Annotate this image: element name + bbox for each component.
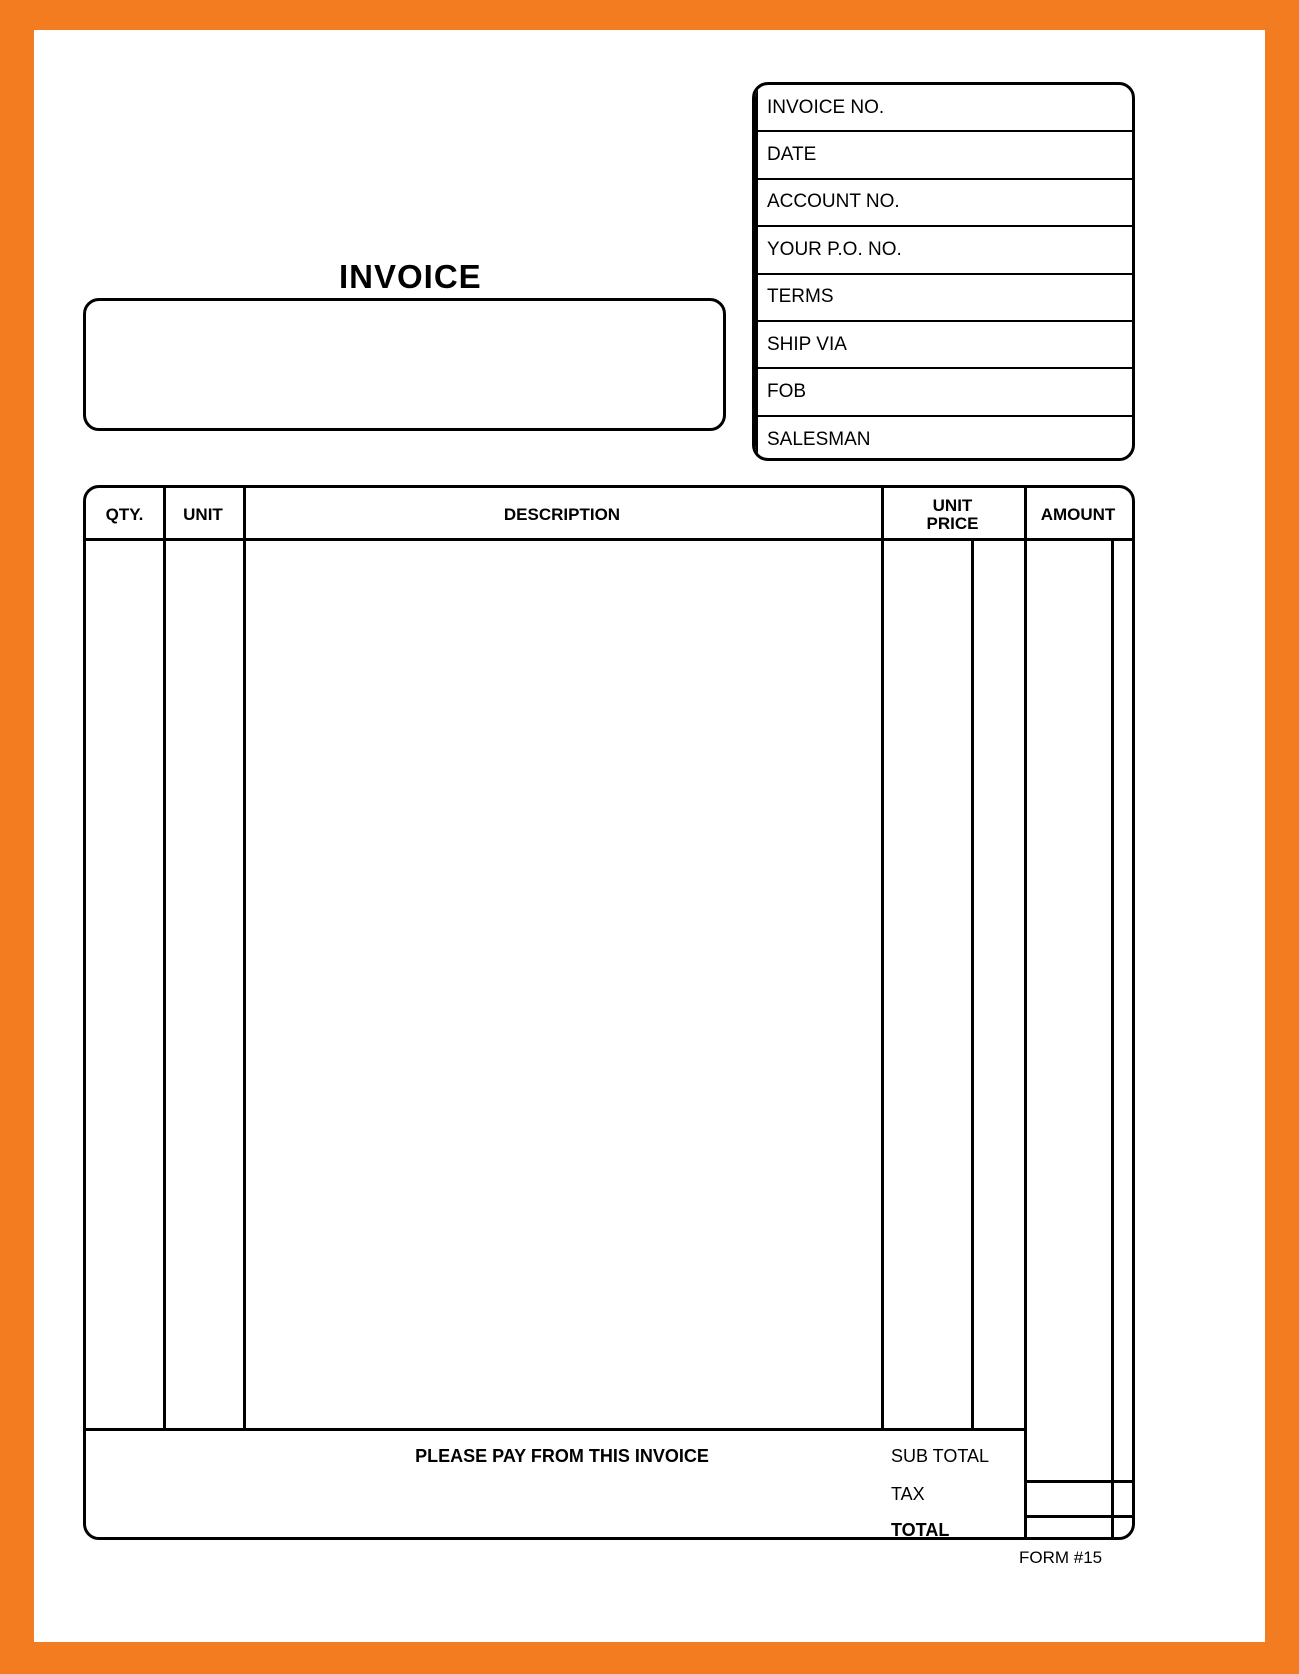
rule-body-totals	[86, 1428, 1024, 1431]
rule-qty-unit	[163, 488, 166, 1428]
meta-row-ship-via[interactable]	[755, 322, 1132, 369]
meta-label-account-no: ACCOUNT NO.	[767, 191, 900, 213]
rule-amount-cents	[1111, 541, 1114, 1537]
invoice-meta-table	[752, 82, 1135, 461]
tax-value-cell[interactable]	[1027, 1483, 1131, 1513]
column-header-amount: AMOUNT	[1040, 504, 1116, 524]
rule-description-unitprice	[881, 488, 884, 1428]
meta-label-your-po-no: YOUR P.O. NO.	[767, 238, 902, 260]
meta-label-salesman: SALESMAN	[767, 429, 871, 451]
meta-label-date: DATE	[767, 144, 817, 166]
meta-row-terms[interactable]	[755, 275, 1132, 322]
tax-label: TAX	[891, 1484, 925, 1504]
line-items-table	[83, 485, 1135, 1540]
form-number: FORM #15	[1019, 1548, 1103, 1567]
meta-row-account-no[interactable]	[755, 180, 1132, 227]
column-header-unit-price-line2: PRICE	[926, 513, 979, 533]
meta-row-salesman[interactable]	[755, 417, 1132, 461]
sub-total-label: SUB TOTAL	[891, 1446, 990, 1466]
meta-label-terms: TERMS	[767, 286, 834, 308]
column-header-unit: UNIT	[183, 504, 223, 524]
bill-to-field[interactable]	[83, 298, 726, 431]
meta-label-fob: FOB	[767, 381, 807, 403]
column-header-unit-price	[881, 488, 1024, 541]
rule-unitprice-amount	[1024, 488, 1027, 1537]
rule-unit-description	[243, 488, 246, 1428]
meta-row-invoice-no[interactable]	[755, 85, 1132, 132]
meta-row-fob[interactable]	[755, 369, 1132, 416]
total-label: TOTAL	[891, 1520, 950, 1540]
rule-unitprice-cents	[971, 541, 974, 1428]
column-header-description: DESCRIPTION	[503, 504, 621, 524]
invoice-sheet	[34, 30, 1265, 1642]
sub-total-value-cell[interactable]	[1027, 1431, 1131, 1479]
page-title: INVOICE	[339, 258, 482, 295]
meta-label-invoice-no: INVOICE NO.	[767, 96, 885, 118]
column-header-qty: QTY.	[105, 504, 144, 524]
meta-row-your-po-no[interactable]	[755, 227, 1132, 274]
meta-row-date[interactable]	[755, 132, 1132, 179]
column-header-unit-price-line1: UNIT	[932, 495, 973, 515]
meta-label-ship-via: SHIP VIA	[767, 333, 847, 355]
total-value-cell[interactable]	[1027, 1518, 1131, 1537]
pay-from-invoice-note: PLEASE PAY FROM THIS INVOICE	[415, 1446, 709, 1466]
